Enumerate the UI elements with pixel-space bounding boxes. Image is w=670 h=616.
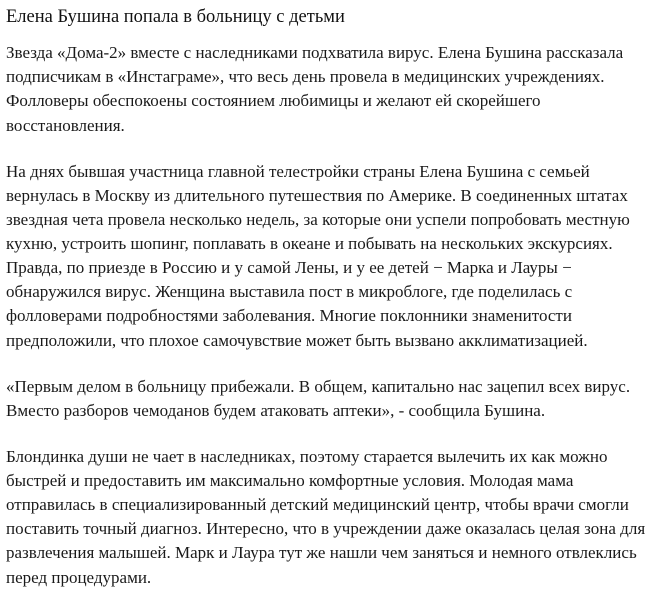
- page-title: Елена Бушина попала в больницу с детьми: [6, 7, 345, 27]
- article-paragraph: Звезда «Дома-2» вместе с наследниками подхватила вирус. Елена Бушина рассказала подписчикам в «Инстаграме», что весь день провела в медицинских учреждениях. Фолловеры обеспокоены состоянием любимицы и желают ей скорейшего восстановления.: [6, 43, 624, 135]
- article-paragraph: На днях бывшая участница главной телестройки страны Елена Бушина с семьей вернулась в Москву из длительного путешествия по Америке. В соединенных штатах звездная чета провела несколько недель, за которые они успели попробовать местную кухню, устроить шопинг, поплавать в океане и побывать на нескольких экскурсиях. Правда, по приезде в Россию и у самой Лены, и у ее детей − Марка и Лауры − обнаружился вирус. Женщина выставила пост в микроблоге, где поделилась с фолловерами подробностями заболевания. Многие поклонники знаменитости предположили, что плохое самочувствие может быть вызвано акклиматизацией.: [6, 161, 630, 350]
- article-paragraph: «Первым делом в больницу прибежали. В общем, капитально нас зацепил всех вирус. Вместо разборов чемоданов будем атаковать аптеки», - сообщила Бушина.: [6, 376, 631, 420]
- article-body: [6, 41, 660, 590]
- article-paragraph: Блондинка души не чает в наследниках, поэтому старается вылечить их как можно быстрей и предоставить им максимально комфортные условия. Молодая мама отправилась в специализированный детский медицинский центр, чтобы врачи смогли поставить точный диагноз. Интересно, что в учреждении даже оказалась целая зона для развлечения малышей. Марк и Лаура тут же нашли чем заняться и немного отвлеклись перед процедурами.: [6, 446, 646, 587]
